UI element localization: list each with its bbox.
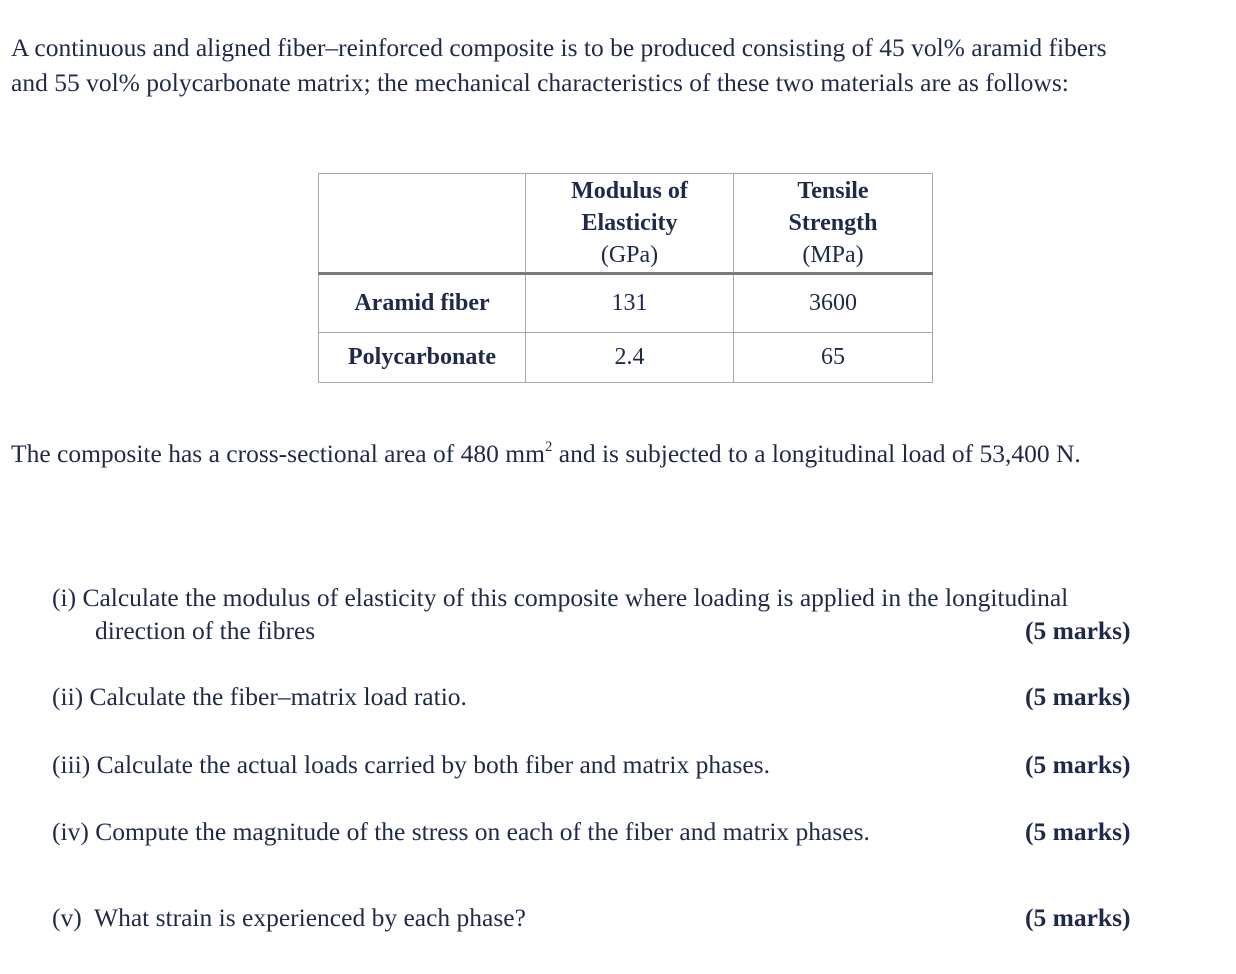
table-header-empty (319, 174, 526, 274)
row-strength: 65 (734, 333, 933, 383)
intro-line-2: and 55 vol% polycarbonate matrix; the mechanical characteristics of these two materials are as follows: (11, 68, 1069, 97)
header-modulus-unit: (GPa) (600, 242, 659, 268)
question-5-marks: (5 marks) (1025, 903, 1131, 932)
table-row (319, 274, 933, 333)
row-modulus: 2.4 (526, 333, 734, 383)
header-strength-unit: (MPa) (802, 242, 864, 268)
question-4-marks: (5 marks) (1025, 817, 1131, 846)
area-superscript: 2 (544, 438, 553, 455)
intro-paragraph (11, 30, 1226, 100)
row-modulus: 131 (526, 274, 734, 333)
question-3: (iii) Calculate the actual loads carried by both fiber and matrix phases. (52, 750, 770, 779)
header-modulus-line2: Elasticity (581, 210, 678, 236)
question-4: (iv) Compute the magnitude of the stress on each of the fiber and matrix phases. (52, 817, 870, 846)
material-properties-table (318, 173, 933, 383)
header-strength-line1: Tensile (797, 178, 869, 204)
table-header-modulus (526, 174, 734, 274)
question-3-marks: (5 marks) (1025, 750, 1131, 779)
question-2-marks: (5 marks) (1025, 682, 1131, 711)
question-1-line1: (i) Calculate the modulus of elasticity of this composite where loading is applied in the longitudinal (52, 583, 1069, 612)
header-modulus-line1: Modulus of (571, 178, 688, 204)
header-strength-line2: Strength (788, 210, 878, 236)
table-row (319, 333, 933, 383)
row-strength: 3600 (734, 274, 933, 333)
row-material: Polycarbonate (319, 333, 526, 383)
table-header-row (319, 174, 933, 274)
intro-line-1: A continuous and aligned fiber–reinforced composite is to be produced consisting of 45 vol% aramid fibers (11, 33, 1107, 62)
question-1-marks: (5 marks) (1025, 616, 1131, 645)
area-text-before: The composite has a cross-sectional area of 480 mm (11, 439, 545, 468)
question-2: (ii) Calculate the fiber–matrix load ratio. (52, 682, 467, 711)
question-5: (v) What strain is experienced by each phase? (52, 903, 526, 932)
question-1 (52, 581, 1068, 647)
area-load-statement (11, 436, 1081, 471)
table-header-strength (734, 174, 933, 274)
question-1-line2: direction of the fibres (95, 616, 316, 645)
area-text-after: and is subjected to a longitudinal load of 53,400 N. (552, 439, 1081, 468)
row-material: Aramid fiber (319, 274, 526, 333)
